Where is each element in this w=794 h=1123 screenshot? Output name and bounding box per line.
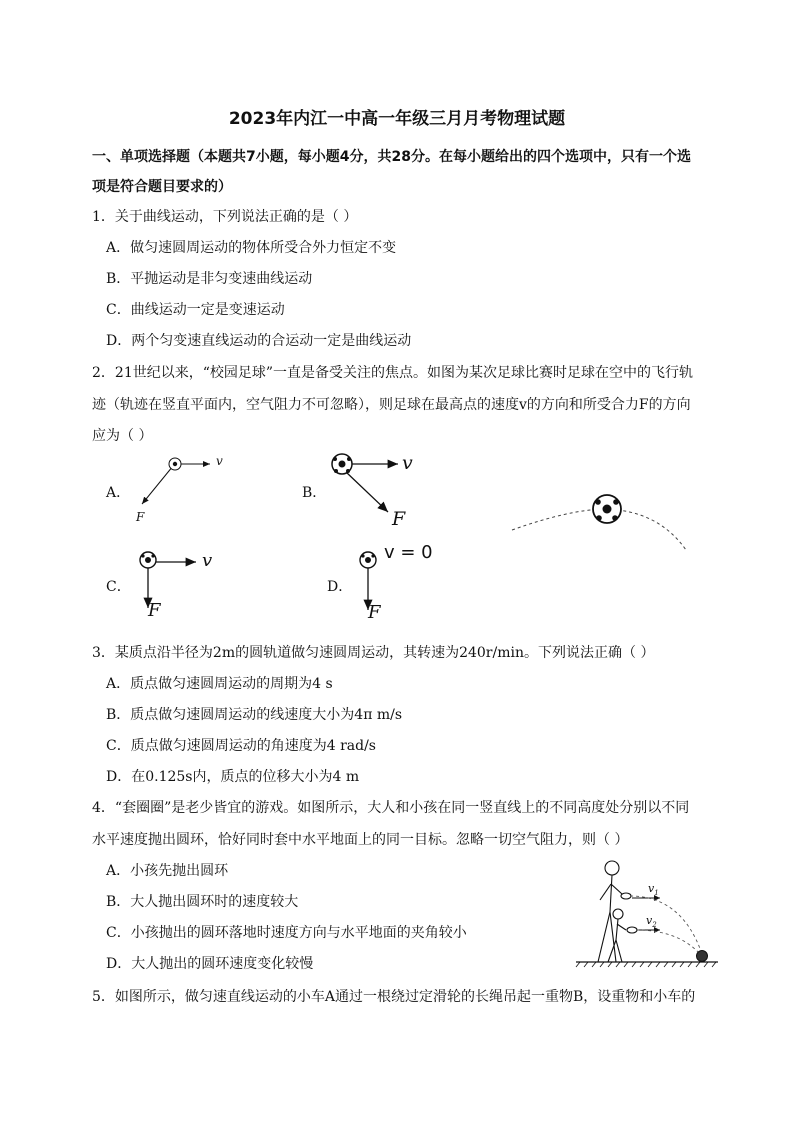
soccer-ball-icon — [140, 552, 156, 568]
section-heading-line-1: 一、单项选择题（本题共7小题，每小题4分，共28分。在每小题给出的四个选项中，只有一个选 — [92, 149, 691, 165]
q2-option-b-label: B． — [302, 485, 327, 501]
child-trajectory-curve — [636, 930, 700, 954]
ground-hatching — [576, 962, 716, 967]
q3-option-b: B．质点做匀速圆周运动的线速度大小为4π m/s — [106, 707, 403, 723]
q2-c-v-label: v — [202, 550, 213, 571]
q1-option-c: C．曲线运动一定是变速运动 — [106, 302, 285, 318]
q2-a-f-label: F — [136, 510, 145, 524]
soccer-ball-icon — [332, 454, 352, 474]
q4-option-a: A．小孩先抛出圆环 — [106, 863, 229, 879]
q3-option-d: D．在0.125s内，质点的位移大小为4 m — [106, 769, 360, 785]
q2-b-f-label: F — [392, 508, 406, 530]
section-heading-line-2: 项是符合题目要求的） — [92, 179, 232, 195]
v1-label: $v_1$ — [648, 882, 659, 897]
q1-option-d: D．两个匀变速直线运动的合运动一定是曲线运动 — [106, 333, 412, 349]
q2-a-v-label: v — [216, 454, 223, 468]
q2-d-v-zero-label: v = 0 — [384, 542, 433, 563]
soccer-ball-icon — [169, 458, 181, 470]
q2-stem-line-3: 应为（ ） — [92, 428, 153, 444]
q1-option-a: A．做匀速圆周运动的物体所受合外力恒定不变 — [106, 240, 397, 256]
q2-figure-b — [320, 446, 430, 526]
q4-ring-toss-figure — [574, 856, 724, 972]
q4-option-d: D．大人抛出的圆环速度变化较慢 — [106, 956, 314, 972]
q4-stem-line-1: 4．“套圈圈”是老少皆宜的游戏。如图所示，大人和小孩在同一竖直线上的不同高度处分别以不同 — [92, 800, 690, 816]
q2-trajectory-figure — [508, 488, 694, 558]
q3-option-c: C．质点做匀速圆周运动的角速度为4 rad/s — [106, 738, 376, 754]
q2-option-d-label: D． — [327, 579, 353, 595]
q2-stem-line-2: 迹（轨迹在竖直平面内，空气阻力不可忽略），则足球在最高点的速度v的方向和所受合力F的方向 — [92, 397, 691, 413]
q2-option-a-label: A． — [106, 485, 131, 501]
q2-option-c-label: C． — [106, 579, 131, 595]
force-arrow-icon — [142, 466, 173, 504]
q1-stem: 1．关于曲线运动，下列说法正确的是（ ） — [92, 209, 358, 225]
q4-stem-line-2: 水平速度抛出圆环，恰好同时套中水平地面上的同一目标。忽略一切空气阻力，则（ ） — [92, 832, 629, 848]
adult-trajectory-curve — [630, 896, 702, 954]
v2-label: $v_2$ — [646, 914, 657, 929]
soccer-ball-icon — [593, 495, 621, 523]
q4-option-c: C．小孩抛出的圆环落地时速度方向与水平地面的夹角较小 — [106, 925, 467, 941]
force-arrow-icon — [346, 472, 388, 512]
page-title: 2023年内江一中高一年级三月月考物理试题 — [228, 109, 566, 129]
soccer-ball-icon — [360, 552, 376, 568]
q2-c-f-label: F — [148, 600, 161, 621]
q1-option-b: B．平抛运动是非匀变速曲线运动 — [106, 271, 313, 287]
q2-b-v-label: v — [402, 452, 413, 474]
q5-stem-line-1: 5．如图所示，做匀速直线运动的小车A通过一根绕过定滑轮的长绳吊起一重物B，设重物和小车的 — [92, 989, 696, 1005]
target-ball-icon — [697, 951, 708, 962]
q2-stem-line-1: 2．21世纪以来，“校园足球”一直是备受关注的焦点。如图为某次足球比赛时足球在空中的飞行轨 — [92, 365, 694, 381]
q3-option-a: A．质点做匀速圆周运动的周期为4 s — [106, 676, 333, 692]
q3-stem: 3．某质点沿半径为2m的圆轨道做匀速圆周运动，其转速为240r/min。下列说法正确（ ） — [92, 645, 655, 661]
q2-d-f-label: F — [368, 602, 381, 623]
q4-option-b: B．大人抛出圆环时的速度较大 — [106, 894, 299, 910]
